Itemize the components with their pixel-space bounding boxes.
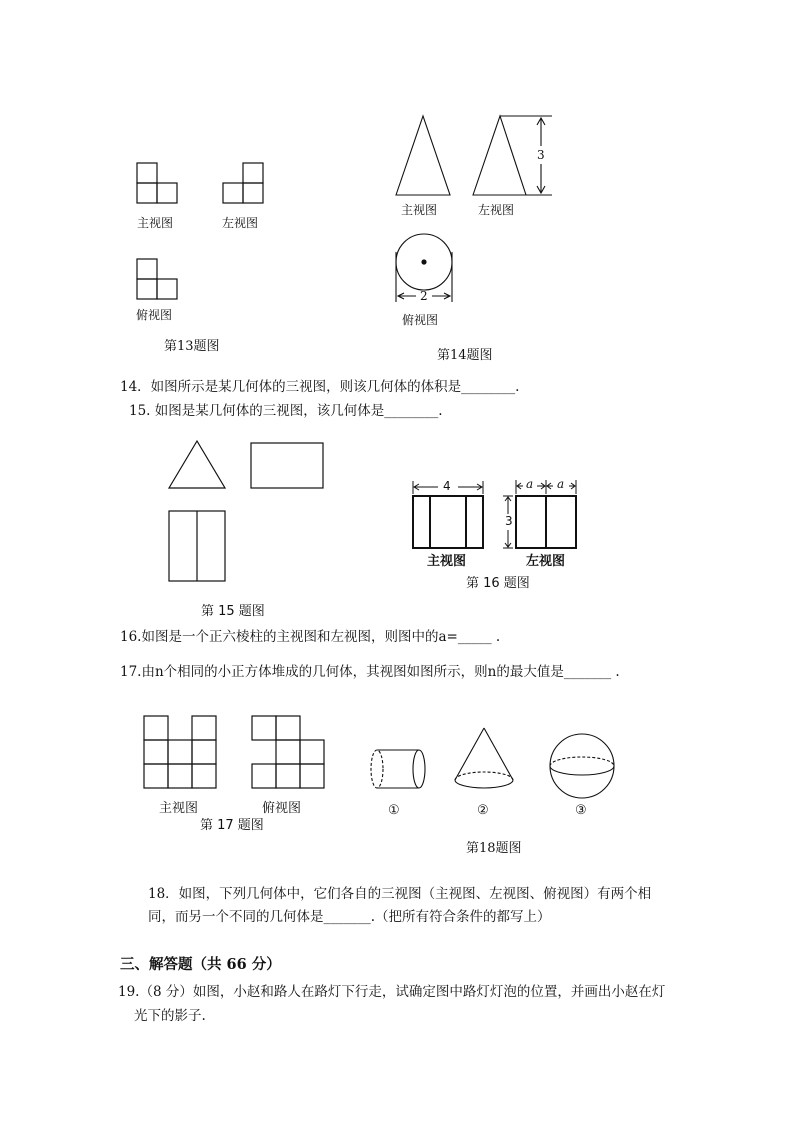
fig15-triangle-view xyxy=(169,441,225,488)
fig14-left-triangle xyxy=(473,116,526,195)
fig13-front-label: 主视图 xyxy=(137,216,174,230)
fig13-caption: 第13题图 xyxy=(164,339,220,354)
fig14-caption: 第14题图 xyxy=(437,348,493,363)
fig13-left-label: 左视图 xyxy=(222,216,259,230)
question-17: 17.由n个相同的小正方体堆成的几何体，其视图如图所示，则n的最大值是_______ . xyxy=(120,664,620,680)
fig17-top-view xyxy=(252,716,324,788)
fig14-front-triangle xyxy=(396,116,450,195)
fig13-top-label: 俯视图 xyxy=(136,308,173,322)
question-18-line-2: 同，而另一个不同的几何体是_______.（把所有符合条件的都写上） xyxy=(148,909,551,925)
fig17-caption: 第 17 题图 xyxy=(200,818,264,833)
question-19-line-1: 19.（8 分）如图，小赵和路人在路灯下行走，试确定图中路灯灯泡的位置，并画出小赵在灯 xyxy=(118,984,666,1000)
fig18-cylinder xyxy=(371,750,425,788)
fig16-left-label: 左视图 xyxy=(526,554,566,569)
fig16-front-view xyxy=(413,496,483,548)
question-15: 15. 如图是某几何体的三视图，该几何体是________. xyxy=(129,403,443,419)
fig13-left-view xyxy=(223,163,263,203)
fig16-caption: 第 16 题图 xyxy=(466,576,530,591)
fig18-cone xyxy=(455,728,513,788)
fig13-front-view xyxy=(137,163,177,203)
question-19-line-2: 光下的影子. xyxy=(134,1008,206,1024)
fig14-height-dim: 3 xyxy=(537,148,545,162)
question-16: 16.如图是一个正六棱柱的主视图和左视图，则图中的a=_____ . xyxy=(120,629,501,645)
fig16-a1-dim: a xyxy=(526,477,534,491)
fig13-top-view xyxy=(137,259,177,299)
fig14-top-label: 俯视图 xyxy=(402,313,439,327)
fig18-label-2: ② xyxy=(477,803,489,818)
fig14-diameter-dim: 2 xyxy=(420,289,428,303)
fig16-a2-dim: a xyxy=(557,477,565,491)
fig15-caption: 第 15 题图 xyxy=(201,604,265,619)
fig16-height-dim: 3 xyxy=(505,514,513,528)
fig17-top-label: 俯视图 xyxy=(262,801,302,816)
fig16-front-label: 主视图 xyxy=(427,554,467,569)
fig14-center-dot xyxy=(421,259,426,264)
fig14-front-label: 主视图 xyxy=(401,203,438,217)
fig14-left-label: 左视图 xyxy=(478,203,515,217)
question-18-line-1: 18．如图，下列几何体中，它们各自的三视图（主视图、左视图、俯视图）有两个相 xyxy=(148,886,652,902)
section-3-heading: 三、解答题（共 66 分） xyxy=(120,956,281,973)
fig15-split-rectangle-view xyxy=(169,511,225,581)
fig17-front-label: 主视图 xyxy=(159,801,199,816)
fig18-label-1: ① xyxy=(388,803,400,818)
fig18-caption: 第18题图 xyxy=(466,841,522,856)
fig18-label-3: ③ xyxy=(575,803,587,818)
fig18-sphere xyxy=(550,734,614,798)
question-14: 14．如图所示是某几何体的三视图，则该几何体的体积是________. xyxy=(120,379,520,395)
fig16-left-view xyxy=(516,496,576,548)
fig16-width-dim: 4 xyxy=(443,479,451,493)
fig15-rectangle-view xyxy=(251,443,323,488)
fig17-front-view xyxy=(144,716,216,788)
